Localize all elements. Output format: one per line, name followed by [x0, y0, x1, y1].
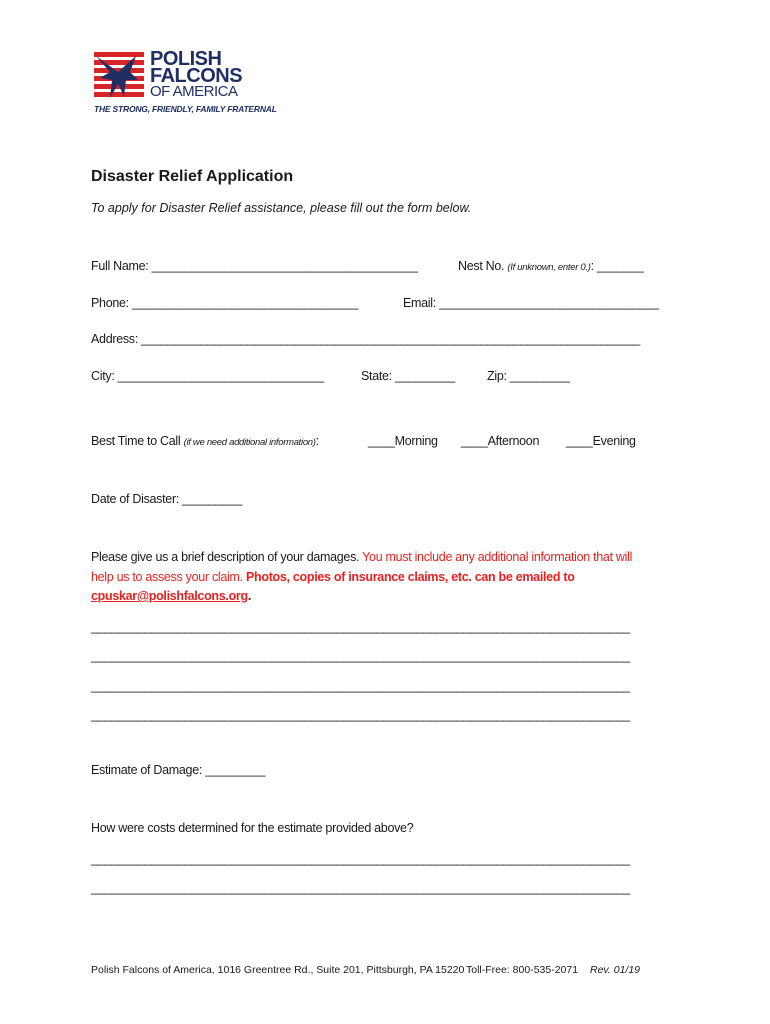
state-field[interactable]: State: _________	[361, 369, 455, 383]
costs-question: How were costs determined for the estimate provided above?	[91, 821, 414, 835]
description-blank-line-1[interactable]: _________________________________________________________________________________	[91, 620, 630, 634]
description-period: .	[247, 589, 251, 603]
best-time-text: Best Time to Call	[91, 434, 181, 448]
description-line-3	[91, 589, 251, 603]
nest-blank: : _______	[590, 259, 644, 273]
email-field[interactable]: Email: _________________________________	[403, 296, 659, 310]
estimate-of-damage-field[interactable]: Estimate of Damage: _________	[91, 763, 266, 777]
address-field[interactable]: Address: ___________________________________________________________________________	[91, 332, 640, 346]
falcon-emblem-icon	[92, 50, 152, 102]
date-of-disaster-field[interactable]: Date of Disaster: _________	[91, 492, 243, 506]
description-assess: help us to assess your claim.	[91, 570, 243, 584]
description-line-1	[91, 550, 632, 564]
polish-falcons-logo	[92, 50, 292, 120]
best-time-label	[91, 434, 319, 448]
nest-label: Nest No.	[458, 259, 505, 273]
description-line-2	[91, 570, 575, 584]
logo-tagline: THE STRONG, FRIENDLY, FAMILY FRATERNAL	[94, 104, 277, 114]
page-title: Disaster Relief Application	[91, 168, 294, 185]
logo-text-of-america: OF AMERICA	[150, 83, 238, 100]
zip-field[interactable]: Zip: _________	[487, 369, 570, 383]
description-blank-line-4[interactable]: _________________________________________________________________________________	[91, 708, 630, 722]
morning-option[interactable]: ____Morning	[368, 434, 438, 448]
footer-address: Polish Falcons of America, 1016 Greentree Rd., Suite 201, Pittsburgh, PA 15220	[91, 964, 465, 976]
description-blank-line-2[interactable]: _________________________________________________________________________________	[91, 649, 630, 663]
afternoon-option[interactable]: ____Afternoon	[461, 434, 540, 448]
best-time-colon: :	[315, 434, 319, 448]
email-link[interactable]: cpuskar@polishfalcons.org	[91, 589, 248, 603]
full-name-field[interactable]: Full Name: ________________________________________	[91, 259, 418, 273]
costs-blank-line-2[interactable]: _________________________________________________________________________________	[91, 881, 630, 895]
logo-text-falcons: FALCONS	[150, 65, 243, 87]
phone-field[interactable]: Phone: __________________________________	[91, 296, 359, 310]
description-intro: Please give us a brief description of your damages.	[91, 550, 360, 564]
intro-text: To apply for Disaster Relief assistance, please fill out the form below.	[91, 201, 472, 215]
best-time-note: (if we need additional information)	[183, 437, 316, 448]
footer-revision: Rev. 01/19	[590, 964, 641, 976]
nest-note: (If unknown, enter 0.)	[507, 262, 591, 273]
evening-option[interactable]: ____Evening	[566, 434, 636, 448]
description-requirement: You must include any additional information that will	[362, 550, 633, 564]
footer-phone: Toll-Free: 800-535-2071	[466, 964, 579, 976]
description-photos-note: Photos, copies of insurance claims, etc. can be emailed to	[245, 570, 575, 584]
city-field[interactable]: City: _______________________________	[91, 369, 324, 383]
nest-number-field[interactable]	[458, 259, 644, 273]
description-blank-line-3[interactable]: _________________________________________________________________________________	[91, 679, 630, 693]
costs-blank-line-1[interactable]: _________________________________________________________________________________	[91, 852, 630, 866]
logo-text-polish: POLISH	[150, 48, 222, 70]
